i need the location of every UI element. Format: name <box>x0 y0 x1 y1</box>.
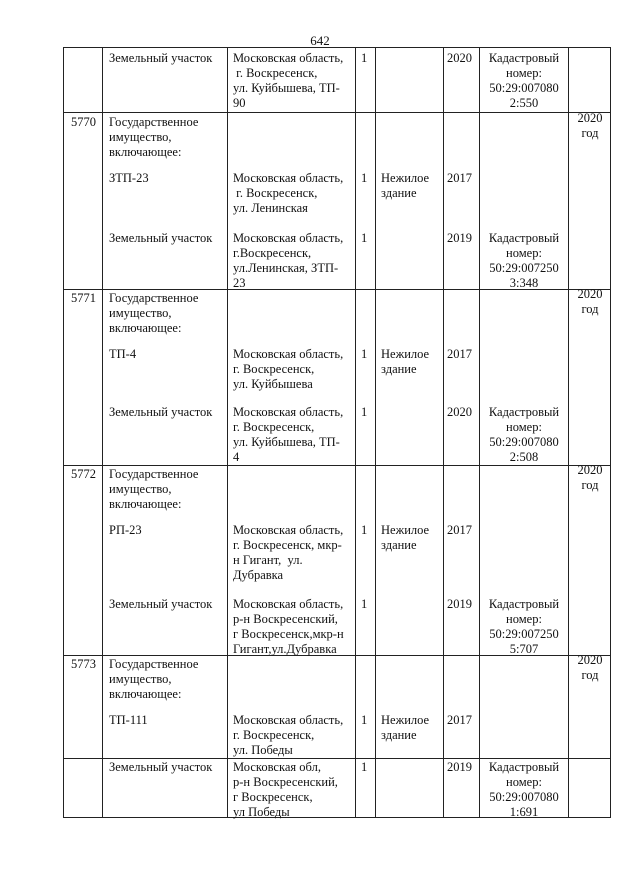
group-label: Государственное имущество, включающее: <box>109 115 199 159</box>
row-divider <box>63 47 611 48</box>
item-cadastral: Кадастровый номер: 50:29:007080 2:550 <box>488 51 560 110</box>
item-qty: 1 <box>361 51 368 65</box>
item-address: Московская область, г. Воскресенск, ул. Победы <box>233 713 344 757</box>
row-number: 5770 <box>71 115 96 129</box>
col-divider <box>227 47 228 818</box>
item-qty: 1 <box>361 347 368 361</box>
period-label: 2020 год <box>577 287 603 316</box>
item-address: Московская область, г. Воскресенск, ул. Куйбышева, ТП- 90 <box>233 51 344 110</box>
item-year: 2017 <box>447 523 472 537</box>
col-divider <box>375 47 376 818</box>
property-table <box>63 47 611 818</box>
item-name: Земельный участок <box>109 231 213 245</box>
item-address: Московская область, г. Воскресенск, ул. Ленинская <box>233 171 344 215</box>
item-qty: 1 <box>361 231 368 245</box>
item-address: Московская область, г.Воскресенск, ул.Ленинская, ЗТП- 23 <box>233 231 344 290</box>
page-number: 642 <box>310 33 330 48</box>
period-label: 2020 год <box>577 463 603 492</box>
item-address: Московская область, г. Воскресенск, мкр- н Гигант, ул. Дубравка <box>233 523 344 582</box>
item-name: ТП-4 <box>109 347 137 361</box>
row-divider <box>63 465 611 466</box>
item-address: Московская область, г. Воскресенск, ул. Куйбышева, ТП- 4 <box>233 405 344 464</box>
item-cadastral: Кадастровый номер: 50:29:007080 2:508 <box>488 405 560 464</box>
group-label: Государственное имущество, включающее: <box>109 657 199 701</box>
item-name: Земельный участок <box>109 760 213 774</box>
item-qty: 1 <box>361 597 368 611</box>
item-year: 2020 <box>447 51 472 65</box>
item-year: 2017 <box>447 347 472 361</box>
item-qty: 1 <box>361 713 368 727</box>
item-cadastral: Кадастровый номер: 50:29:007080 1:691 <box>488 760 560 819</box>
item-name: Земельный участок <box>109 597 213 611</box>
col-divider <box>102 47 103 818</box>
item-name: ТП-111 <box>109 713 148 727</box>
item-address: Московская область, г. Воскресенск, ул. Куйбышева <box>233 347 344 391</box>
item-name: Земельный участок <box>109 51 213 65</box>
row-number: 5773 <box>71 657 96 671</box>
row-number: 5772 <box>71 467 96 481</box>
item-year: 2017 <box>447 171 472 185</box>
col-divider <box>63 47 64 818</box>
row-divider <box>63 758 611 759</box>
item-year: 2019 <box>447 760 472 774</box>
item-qty: 1 <box>361 405 368 419</box>
item-type: Нежилое здание <box>381 713 430 742</box>
item-qty: 1 <box>361 171 368 185</box>
period-label: 2020 год <box>577 111 603 140</box>
col-divider <box>479 47 480 818</box>
item-year: 2019 <box>447 231 472 245</box>
col-divider <box>568 47 569 818</box>
item-qty: 1 <box>361 760 368 774</box>
item-cadastral: Кадастровый номер: 50:29:007250 5:707 <box>488 597 560 656</box>
item-name: ЗТП-23 <box>109 171 149 185</box>
col-divider <box>610 47 611 818</box>
item-address: Московская область, р-н Воскресенский, г Воскресенск,мкр-н Гигант,ул.Дубравка <box>233 597 344 656</box>
item-type: Нежилое здание <box>381 523 430 552</box>
item-year: 2017 <box>447 713 472 727</box>
row-divider <box>63 112 611 113</box>
item-name: РП-23 <box>109 523 142 537</box>
col-divider <box>443 47 444 818</box>
period-label: 2020 год <box>577 653 603 682</box>
item-year: 2019 <box>447 597 472 611</box>
item-year: 2020 <box>447 405 472 419</box>
item-address: Московская обл, р-н Воскресенский, г Воскресенск, ул Победы <box>233 760 338 819</box>
item-name: Земельный участок <box>109 405 213 419</box>
item-type: Нежилое здание <box>381 347 430 376</box>
group-label: Государственное имущество, включающее: <box>109 467 199 511</box>
group-label: Государственное имущество, включающее: <box>109 291 199 335</box>
item-qty: 1 <box>361 523 368 537</box>
item-cadastral: Кадастровый номер: 50:29:007250 3:348 <box>488 231 560 290</box>
row-number: 5771 <box>71 291 96 305</box>
item-type: Нежилое здание <box>381 171 430 200</box>
col-divider <box>355 47 356 818</box>
